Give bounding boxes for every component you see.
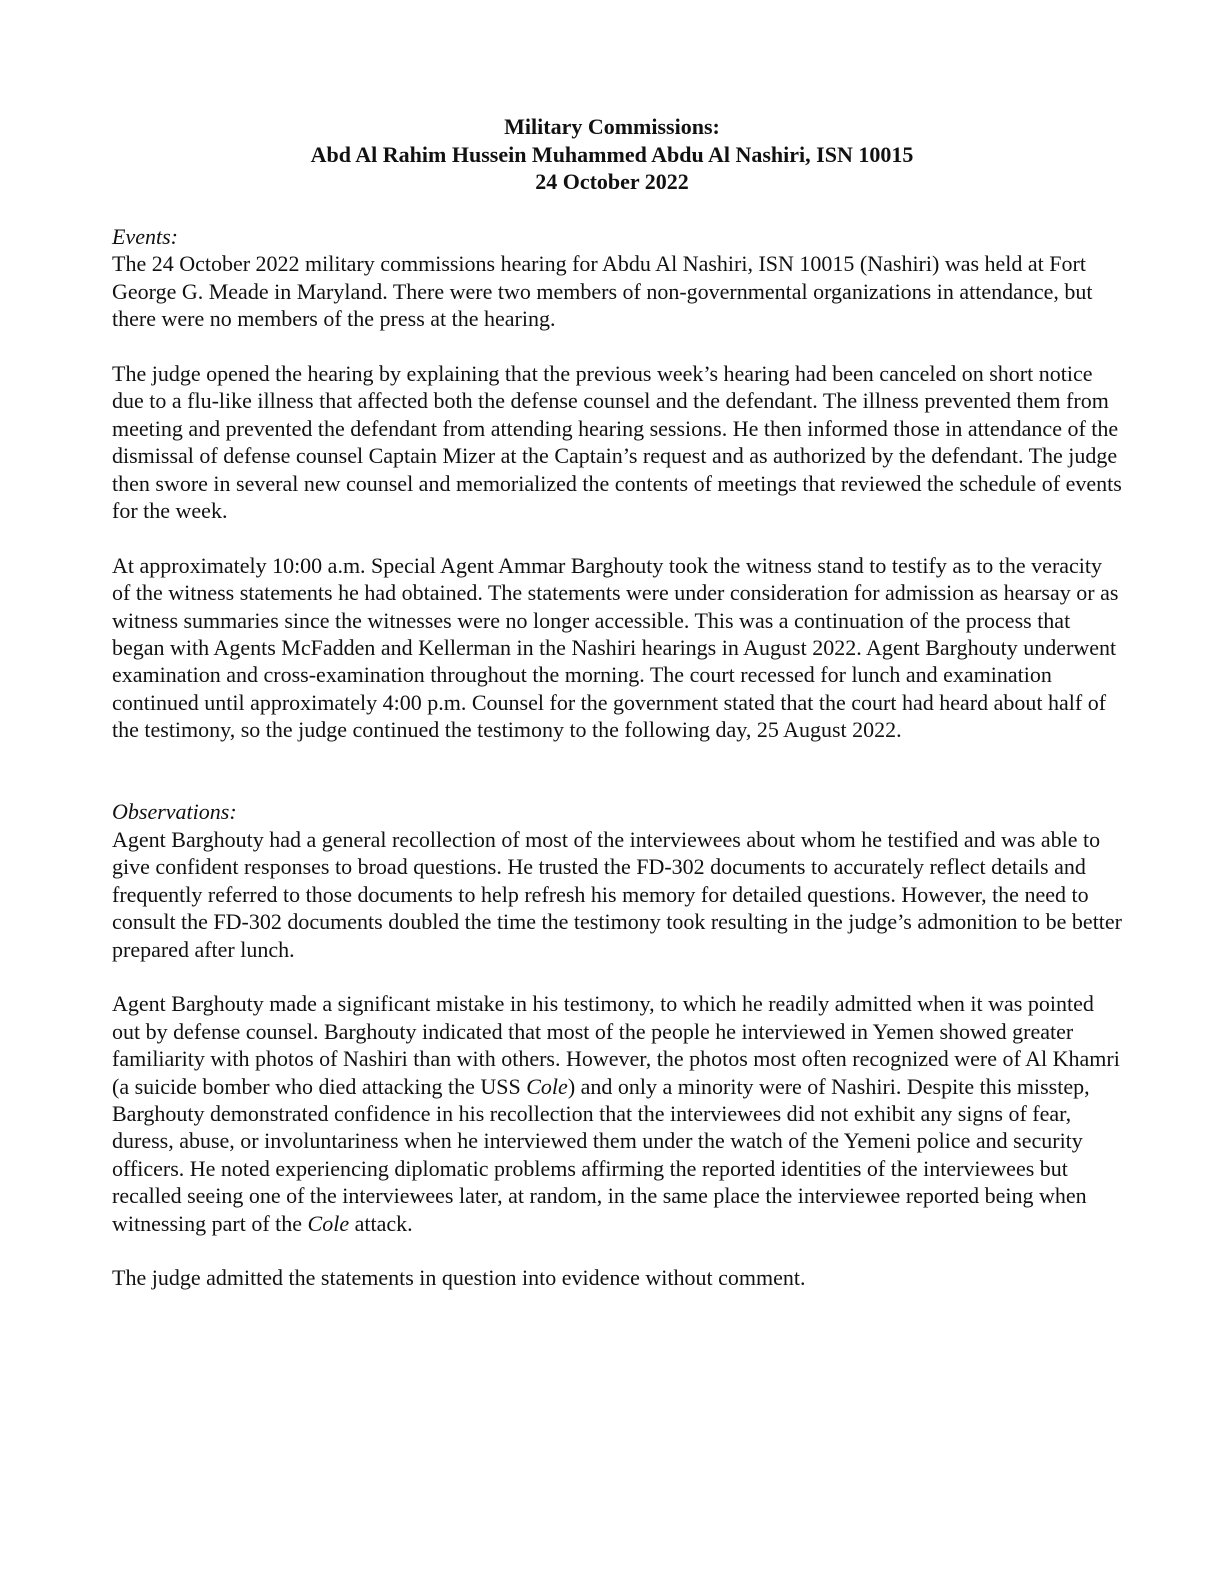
events-paragraph-3: At approximately 10:00 a.m. Special Agent Ammar Barghouty took the witness stand to testify as to the veracity of the witness statements he had obtained. The statements were under consideration for admission as hearsay or as witness summaries since the witnesses were no longer accessible. This was a continuation of the process that began with Agents McFadden and Kellerman in the Nashiri hearings in August 2022. Agent Barghouty underwent examination and cross-examination throughout the morning. The court recessed for lunch and examination continued until approximately 4:00 p.m. Counsel for the government stated that the court had heard about half of the testimony, so the judge continued the testimony to the following day, 25 August 2022. [112, 552, 1119, 743]
observations-paragraph-3: The judge admitted the statements in question into evidence without comment. [112, 1265, 806, 1291]
events-paragraph-1: The 24 October 2022 military commissions hearing for Abdu Al Nashiri, ISN 10015 (Nashiri) was held at Fort George G. Meade in Maryland. There were two members of non-governmental organizations in attendance, but there were no members of the press at the hearing. [112, 251, 1093, 332]
observations-paragraph-2-part-b: ) and only a minority were of Nashiri. Despite this misstep, Barghouty demonstrated confidence in his recollection that the interviewees did not exhibit any signs of fear, duress, abuse, or involuntariness when he interviewed them under the watch of the Yemeni police and security officers. He noted experiencing diplomatic problems affirming the reported identities of the interviewees but recalled seeing one of the interviewees later, at random, in the same place the interviewee reported being when witnessing part of the [112, 1073, 1090, 1236]
observations-heading: Observations: [112, 799, 237, 825]
document-body [112, 223, 1122, 1292]
ship-name-italic: Cole [307, 1210, 350, 1236]
observations-paragraph-2-part-c: attack. [349, 1210, 413, 1236]
events-paragraph-2: The judge opened the hearing by explaining that the previous week’s hearing had been canceled on short notice due to a flu-like illness that affected both the defense counsel and the defendant. The illness prevented them from meeting and prevented the defendant from attending hearing sessions. He then informed those in attendance of the dismissal of defense counsel Captain Mizer at the Captain’s request and as authorized by the defendant. The judge then swore in several new counsel and memorialized the contents of meetings that reviewed the schedule of events for the week. [112, 361, 1122, 524]
section-spacer [112, 744, 1122, 799]
header-title: Military Commissions: [504, 114, 720, 139]
ship-name-italic: Cole [526, 1073, 568, 1099]
observations-paragraph-2 [112, 990, 1122, 1237]
paragraph-spacer [112, 524, 1122, 551]
paragraph-spacer [112, 963, 1122, 990]
header-date: 24 October 2022 [535, 169, 689, 194]
paragraph-spacer [112, 1237, 1122, 1264]
events-heading: Events: [112, 224, 178, 249]
document-header [0, 113, 1224, 196]
paragraph-spacer [112, 333, 1122, 360]
observations-paragraph-2-part-a: Agent Barghouty made a significant mistake in his testimony, to which he readily admitted when it was pointed out by defense counsel. Barghouty indicated that most of the people he interviewed in Yemen showed greater familiarity with photos of Nashiri than with others. However, the photos most often recognized were of Al Khamri (a suicide bomber who died attacking the USS [112, 991, 1120, 1099]
observations-paragraph-1: Agent Barghouty had a general recollection of most of the interviewees about whom he testified and was able to give confident responses to broad questions. He trusted the FD-302 documents to accurately reflect details and frequently referred to those documents to help refresh his memory for detailed questions. However, the need to consult the FD-302 documents doubled the time the testimony took resulting in the judge’s admonition to be better prepared after lunch. [112, 826, 1123, 962]
header-defendant: Abd Al Rahim Hussein Muhammed Abdu Al Nashiri, ISN 10015 [310, 141, 914, 167]
